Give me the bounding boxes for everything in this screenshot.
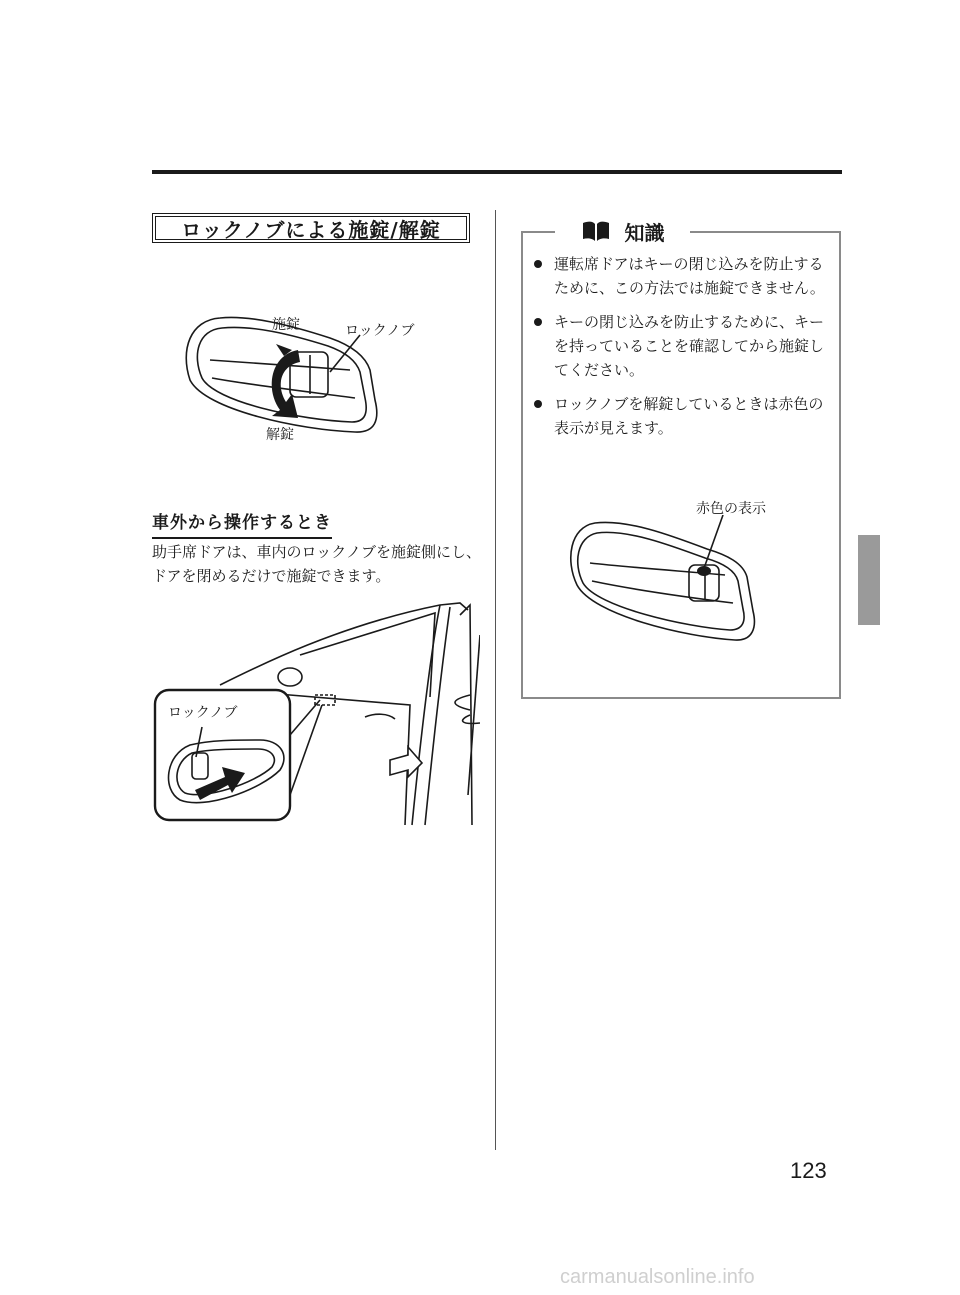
- info-item: キーの閉じ込みを防止するために、キーを持っていることを確認してから施錠してください。: [532, 310, 832, 382]
- body-paragraph: 助手席ドアは、車内のロックノブを施錠側にし、ドアを閉めるだけで施錠できます。: [152, 543, 481, 585]
- info-list: [532, 252, 832, 450]
- info-header: [555, 216, 690, 246]
- book-icon: [581, 219, 611, 243]
- column-divider: [495, 210, 496, 1150]
- red-indicator-figure: [565, 515, 765, 645]
- subheading: 車外から操作するとき: [152, 508, 332, 539]
- info-title: 知識: [624, 220, 665, 245]
- label-unlock: 解錠: [266, 427, 294, 443]
- label-lock: 施錠: [272, 317, 300, 333]
- info-item: ロックノブを解錠しているときは赤色の表示が見えます。: [532, 392, 832, 440]
- label-lock-knob-inset: ロックノブ: [168, 705, 238, 721]
- top-rule: [152, 170, 842, 174]
- label-lock-knob: ロックノブ: [345, 323, 415, 339]
- chapter-side-tab: [858, 535, 880, 625]
- page-number: 123: [790, 1158, 827, 1183]
- section-title-text: ロックノブによる施錠/解錠: [181, 217, 441, 242]
- watermark: carmanualsonline.info: [560, 1266, 755, 1288]
- label-red-indicator: 赤色の表示: [696, 501, 766, 517]
- info-item: 運転席ドアはキーの閉じ込みを防止するために、この方法では施錠できません。: [532, 252, 832, 300]
- section-title: [152, 213, 470, 243]
